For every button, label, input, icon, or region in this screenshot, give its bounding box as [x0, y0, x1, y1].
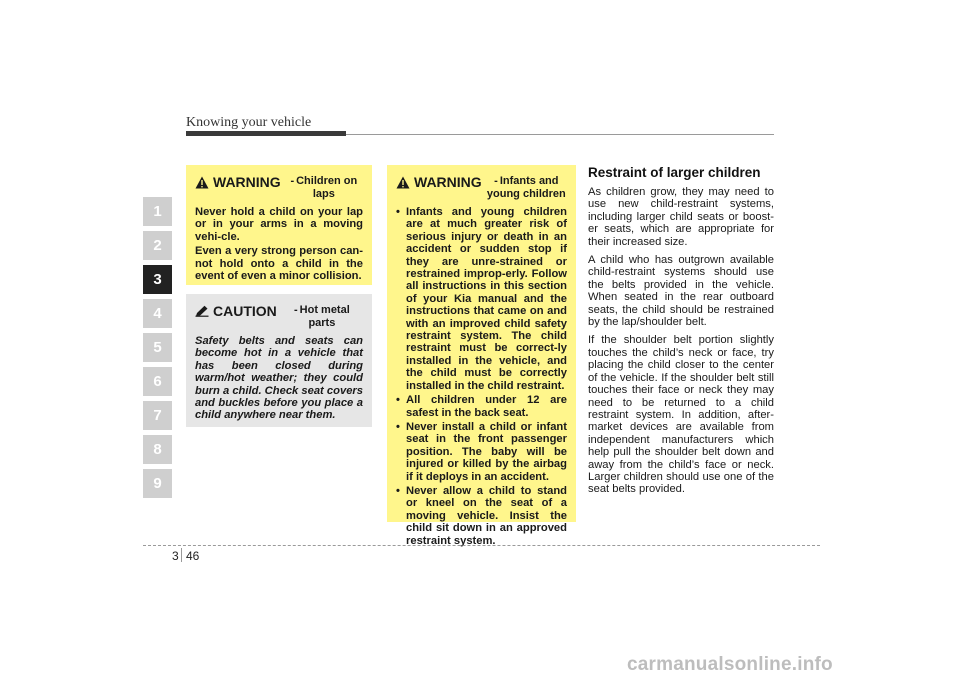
- warning-paragraph: Never hold a child on your lap or in your arms in a moving vehi-cle.: [195, 206, 363, 243]
- chapter-tab-3[interactable]: 3: [143, 265, 172, 294]
- warning-box-infants-young-children: [387, 165, 576, 547]
- chapter-tab-5[interactable]: 5: [143, 333, 172, 362]
- warning-triangle-icon: [396, 176, 414, 192]
- caution-pencil-icon: [195, 305, 213, 320]
- footer-separator: [181, 548, 182, 562]
- chapter-tab-6[interactable]: 6: [143, 367, 172, 396]
- warning-keyword: WARNING: [213, 174, 281, 190]
- caution-keyword: CAUTION: [213, 303, 277, 319]
- footer-rule: [143, 545, 820, 546]
- list-item: • Never install a child or infant seat in the front passenger position. The baby will be injured or killed by the airbag if it deploys in an accident.: [396, 420, 567, 483]
- warning-bullet-list: [396, 206, 567, 547]
- chapter-tab-7[interactable]: 7: [143, 401, 172, 430]
- header-rule: [346, 134, 774, 135]
- warning-subtitle: - Children on laps: [290, 175, 358, 200]
- header-title: Knowing your vehicle: [186, 115, 312, 130]
- warning-header: [195, 175, 363, 200]
- body-paragraph: If the shoulder belt portion slightly touches the child’s neck or face, try placing the child closer to the center of the vehicle. If the shoulder belt still touches their face or neck they may need to be returned to a child restraint system. In addition, after-market devices are available from independent manufacturers which help pull the shoulder belt down and away from the child’s face or neck. Larger children should use one of the seat belts provided.: [588, 334, 774, 496]
- caution-header: [195, 304, 363, 329]
- chapter-tab-4[interactable]: 4: [143, 299, 172, 328]
- warning-subtitle: - Infants and young children: [486, 175, 566, 200]
- restraint-section: [588, 165, 774, 502]
- watermark: carmanualsonline.info: [627, 654, 833, 675]
- warning-triangle-icon: [195, 176, 213, 192]
- warning-paragraph: Even a very strong person can-not hold onto a child in the event of even a minor collision.: [195, 245, 363, 283]
- list-item: • All children under 12 are safest in the back seat.: [396, 394, 567, 419]
- warning-keyword: WARNING: [414, 174, 482, 190]
- chapter-tab-2[interactable]: 2: [143, 231, 172, 260]
- chapter-tab-1[interactable]: 1: [143, 197, 172, 226]
- body-paragraph: A child who has outgrown available child-restraint systems should use the belts provided in the vehicle. When seated in the rear outboard seats, the child should be restrained by the lap/shoulder belt.: [588, 254, 774, 329]
- footer-chapter-number: 3: [172, 549, 179, 563]
- list-item: • Never allow a child to stand or kneel on the seat of a moving vehicle. Insist the child sit down in an approved restraint system.: [396, 484, 567, 547]
- chapter-tab-8[interactable]: 8: [143, 435, 172, 464]
- caution-box-hot-metal-parts: [186, 294, 372, 427]
- warning-header: [396, 175, 567, 200]
- warning-box-children-on-laps: [186, 165, 372, 285]
- footer-page-number: 46: [186, 549, 200, 563]
- section-heading: Restraint of larger children: [588, 165, 761, 180]
- body-paragraph: As children grow, they may need to use new child-restraint systems, including larger child seats or boost-er seats, which are appropriate for their increased size.: [588, 186, 774, 248]
- caution-subtitle: - Hot metal parts: [293, 304, 350, 329]
- caution-paragraph: Safety belts and seats can become hot in a vehicle that has been closed during warm/hot weather; they could burn a child. Check seat covers and buckles before you place a child anywhere near them.: [195, 335, 363, 422]
- chapter-tab-9[interactable]: 9: [143, 469, 172, 498]
- header-bar: [186, 131, 346, 136]
- chapter-tabs: [143, 197, 172, 503]
- list-item: • Infants and young children are at much greater risk of serious injury or death in an accident or sudden stop if they are unre-strained or restrained improp-erly. Follow all instructions in this section of your Kia manual and the instructions that came on and with an improved child safety restraint system. The child restraint must be correct-ly installed in the vehicle, and the child must be correctly installed in the child restraint.: [396, 206, 567, 392]
